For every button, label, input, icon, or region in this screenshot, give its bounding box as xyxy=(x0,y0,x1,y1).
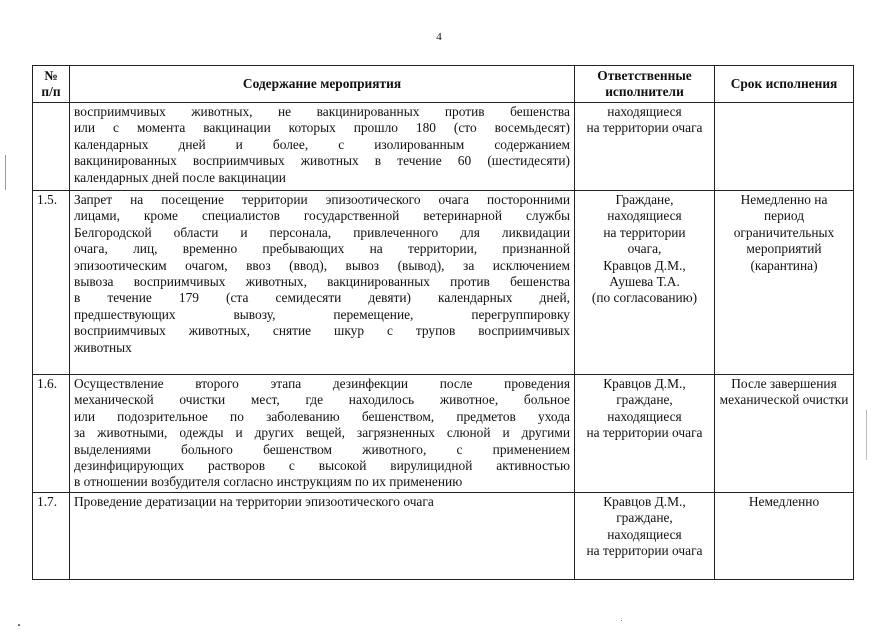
row-number: 1.5. xyxy=(33,191,70,375)
responsible-executors-line: очага, xyxy=(627,241,662,257)
measure-content-line: восприимчивых животных, снятие шкур с трупов восприимчивых xyxy=(74,323,570,339)
responsible-executors-line: на территории xyxy=(603,224,686,240)
scan-edge-line xyxy=(866,410,867,460)
execution-term-line: Немедленно на период xyxy=(740,192,828,224)
page-number: 4 xyxy=(436,31,443,43)
execution-term-line: мероприятий xyxy=(746,241,822,257)
responsible-executors-line: Аушева Т.А. xyxy=(609,274,680,290)
responsible-executors-line: Кравцов Д.М., xyxy=(603,376,686,391)
measure-content-line: дезинфицирующих растворов с высокой вирулицидной активностью xyxy=(74,458,570,474)
header-responsible: Ответственные исполнители xyxy=(575,66,715,103)
responsible-executors-line: находящиеся xyxy=(607,408,682,424)
measure-content-line: в течение 179 (ста семидесяти девяти) календарных дней, xyxy=(74,290,570,306)
scan-edge-line xyxy=(5,155,6,190)
measure-content-line: Белгородской области и персонала, привлеченного для ликвидации xyxy=(74,224,570,240)
row-number: 1.7. xyxy=(33,493,70,580)
header-content: Содержание мероприятия xyxy=(70,66,575,103)
measure-content-line: Запрет на посещение территории эпизоотического очага посторонними xyxy=(74,192,570,207)
responsible-executors xyxy=(575,103,715,191)
execution-term xyxy=(715,103,854,191)
execution-term-line: механической очистки xyxy=(719,392,849,408)
measure-content-line: животных xyxy=(74,339,132,355)
measure-content-line: механической очистки мест, где находилось животное, больное xyxy=(74,392,570,408)
execution-term xyxy=(715,375,854,493)
execution-term xyxy=(715,191,854,375)
responsible-executors-line: Кравцов Д.М., xyxy=(603,257,686,273)
responsible-executors-line: Граждане, xyxy=(615,192,674,207)
measure-content-line: за животными, одежды и других вещей, загрязненных слюной и другими xyxy=(74,425,570,441)
responsible-executors-line: граждане, xyxy=(616,510,673,526)
measure-content xyxy=(70,375,575,493)
measure-content-line: предшествующих вывозу, перемещение, перегруппировку xyxy=(74,306,570,322)
scan-speck xyxy=(18,624,20,626)
responsible-executors-line: на территории очага xyxy=(586,120,703,136)
responsible-executors xyxy=(575,375,715,493)
responsible-executors-line: (по согласованию) xyxy=(591,290,698,306)
responsible-executors-line: Кравцов Д.М., xyxy=(603,494,686,509)
header-row xyxy=(33,66,854,103)
measures-table xyxy=(32,65,854,580)
scan-speck xyxy=(621,620,622,621)
measure-content-line: или подозрительное по заболеванию бешенством, предметов ухода xyxy=(74,408,570,424)
measure-content xyxy=(70,103,575,191)
measure-content-line: очага, лиц, временно пребывающих на территории, признанной xyxy=(74,241,570,257)
execution-term xyxy=(715,493,854,580)
table-row xyxy=(33,103,854,191)
measure-content-line: эпизоотическим очагом, ввоз (ввод), вывоз (вывод), за исключением xyxy=(74,257,570,273)
measure-content xyxy=(70,493,575,580)
measure-content-line: Осуществление второго этапа дезинфекции после проведения xyxy=(74,376,570,391)
responsible-executors xyxy=(575,493,715,580)
measure-content-line: восприимчивых животных, не вакцинированных против бешенства xyxy=(74,104,570,119)
responsible-executors-line: на территории очага xyxy=(586,543,703,559)
table-row xyxy=(33,191,854,375)
measure-content-line: вакцинированных восприимчивых животных в течение 60 (шестидесяти) xyxy=(74,153,570,169)
responsible-executors-line: на территории очага xyxy=(586,425,703,441)
responsible-executors xyxy=(575,191,715,375)
header-term: Срок исполнения xyxy=(715,66,854,103)
measure-content-line: календарных дней после вакцинации xyxy=(74,169,286,185)
table-row xyxy=(33,493,854,580)
measure-content-line: вывоза восприимчивых животных, вакцинированных против бешенства xyxy=(74,274,570,290)
measure-content-line: календарных дней и более, с изолированным содержанием xyxy=(74,136,570,152)
measure-content-line: Проведение дератизации на территории эпизоотического очага xyxy=(74,494,434,509)
row-number xyxy=(33,103,70,191)
measure-content-line: лицами, кроме специалистов государственной ветеринарной службы xyxy=(74,208,570,224)
responsible-executors-line: находящиеся xyxy=(607,104,682,119)
execution-term-line: После завершения xyxy=(731,376,837,391)
table-row xyxy=(33,375,854,493)
measure-content xyxy=(70,191,575,375)
measure-content-line: или с момента вакцинации которых прошло 180 (сто восемьдесят) xyxy=(74,120,570,136)
header-num: № п/п xyxy=(33,66,70,103)
execution-term-line: ограничительных xyxy=(733,224,835,240)
execution-term-line: Немедленно xyxy=(748,494,820,509)
measure-content-line: выделениями больного бешенством животного, с применением xyxy=(74,441,570,457)
execution-term-line: (карантина) xyxy=(750,257,818,273)
row-number: 1.6. xyxy=(33,375,70,493)
responsible-executors-line: находящиеся xyxy=(607,208,682,224)
responsible-executors-line: граждане, xyxy=(616,392,673,408)
measure-content-line: в отношении возбудителя согласно инструкциям по их применению xyxy=(74,474,463,490)
responsible-executors-line: находящиеся xyxy=(607,526,682,542)
